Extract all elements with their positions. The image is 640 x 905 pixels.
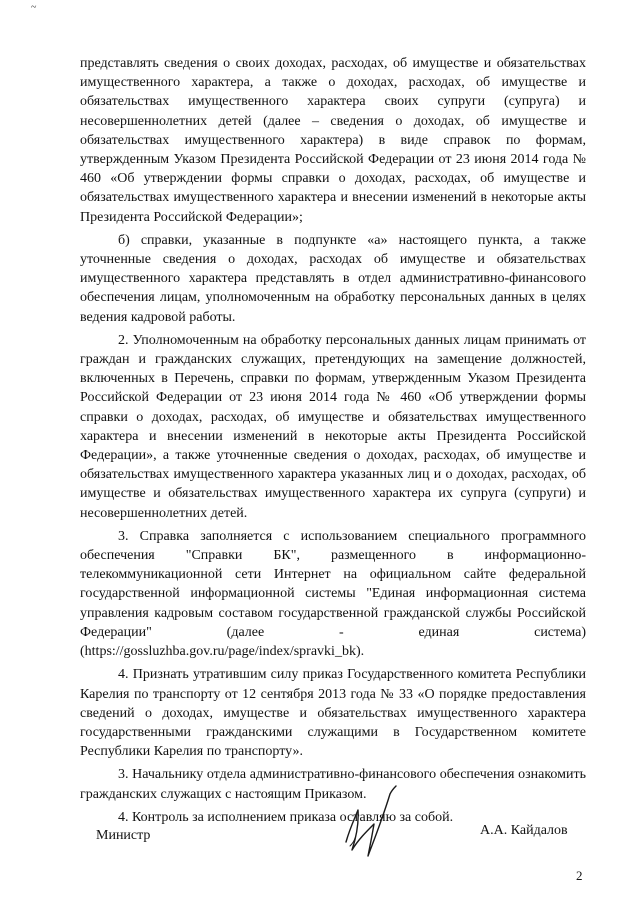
- paragraph-item-3-second: 3. Начальнику отдела административно-финансового обеспечения ознакомить гражданских служащих с настоящим Приказом.: [80, 767, 586, 802]
- paragraph-item-b: б) справки, указанные в подпункте «а» настоящего пункта, а также уточненные сведения о доходах, расходах об имуществе и обязательствах имущественного характера представлять в отдел административно-финансового обеспечения лицам, уполномоченным на обработку персональных данных в целях ведения кадровой работы.: [80, 232, 586, 325]
- page-number: 2: [576, 868, 583, 883]
- paragraph-item-4: 4. Признать утратившим силу приказ Государственного комитета Республики Карелия по транспорту от 12 сентября 2013 года № 33 «О порядке предоставления сведений о доходах, имуществе и обязательствах имущественного характера государственными гражданскими служащими в Государственном комитете Республики Карелия по транспорту».: [80, 667, 586, 760]
- paragraph-item-3: 3. Справка заполняется с использованием специального программного обеспечения "Справки БК", размещенного в информационно-телекоммуникационной сети Интернет на официальном сайте федеральной государственной информационной системы "Единая информационная система управления кадровым составом государственной гражданской службы Российской Федерации" (далее - единая система) (https://gossluzhba.gov.ru/page/index/spravki_bk).: [80, 528, 586, 660]
- signatory-name: А.А. Кайдалов: [480, 823, 568, 838]
- paragraph-item-2: 2. Уполномоченным на обработку персональных данных лицам принимать от граждан и гражданских служащих, претендующих на замещение должностей, включенных в Перечень, справки по формам, утвержденным Указом Президента Российской Федерации от 23 июня 2014 года № 460 «Об утверждении формы справки о доходах, расходах, об имуществе и обязательствах имущественного характера и внесении изменений в некоторые акты Президента Российской Федерации», а также уточненные сведения о доходах, расходах, об имуществе и обязательствах имущественного характера указанных лиц и о доходах, расходах, об имуществе и обязательствах имущественного характера их супруга (супруги) и несовершеннолетних детей.: [80, 332, 586, 521]
- paragraph-continuation: представлять сведения о своих доходах, расходах, об имуществе и обязательствах имущественного характера, а также о доходах, расходах, об имуществе и обязательствах имущественного характера своих супруги (супруга) и несовершеннолетних детей (далее – сведения о доходах, об имуществе и обязательствах имущественного характера) в виде справок по формам, утвержденным Указом Президента Российской Федерации от 23 июня 2014 года № 460 «Об утверждении формы справки о доходах, расходах, об имуществе и обязательствах имущественного характера и внесении изменений в некоторые акты Президента Российской Федерации»;: [80, 56, 586, 225]
- handwritten-signature: [328, 780, 418, 870]
- document-body: [80, 54, 586, 827]
- signatory-title: Министр: [96, 828, 151, 843]
- paragraph-item-4-second: 4. Контроль за исполнением приказа оставляю за собой.: [118, 809, 454, 825]
- corner-mark: ~: [31, 2, 37, 13]
- signature-block: [0, 780, 640, 870]
